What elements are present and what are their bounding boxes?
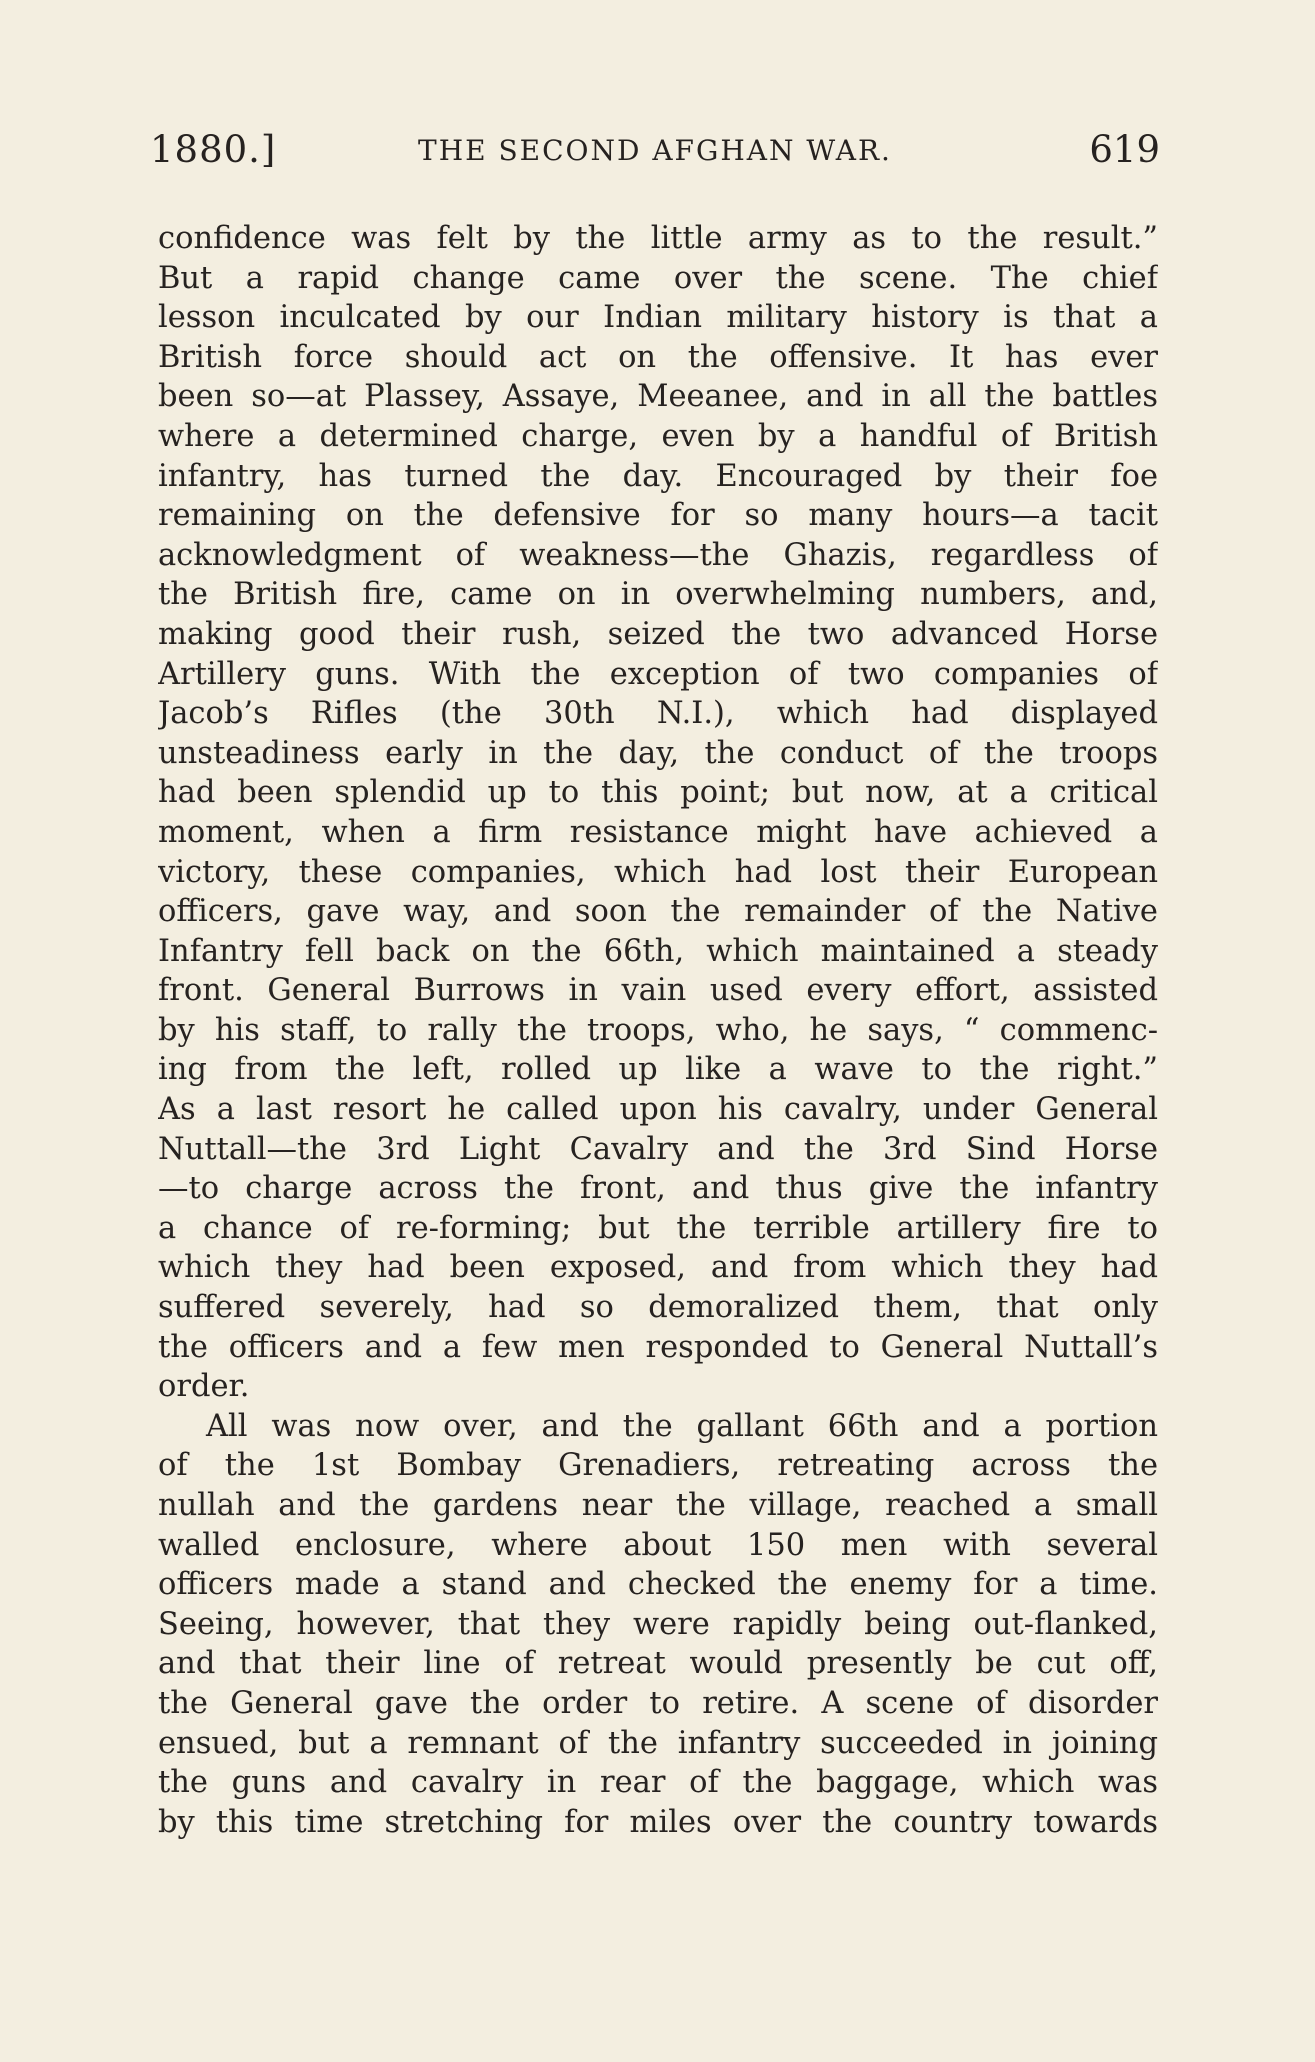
text-line: confidence was felt by the little army as to the result.”	[158, 221, 1158, 256]
text-line: ensued, but a remnant of the infantry succeeded in joining	[158, 1725, 1158, 1761]
text-line: by his staff, to rally the troops, who, he says, “ commenc-	[158, 1012, 1158, 1048]
text-line: making good their rush, seized the two advanced Horse	[158, 616, 1158, 652]
text-line: and that their line of retreat would presently be cut off,	[158, 1646, 1158, 1682]
text-line: walled enclosure, where about 150 men with several	[158, 1527, 1158, 1563]
text-line: moment, when a firm resistance might have achieved a	[158, 814, 1158, 850]
text-line: nullah and the gardens near the village, reached a small	[158, 1488, 1158, 1523]
text-line: Infantry fell back on the 66th, which maintained a steady	[158, 933, 1158, 969]
body-text	[158, 219, 1158, 1842]
text-line: the guns and cavalry in rear of the baggage, which was	[158, 1765, 1158, 1801]
text-line: front. General Burrows in vain used every effort, assisted	[158, 973, 1158, 1009]
text-line: lesson inculcated by our Indian military history is that a	[158, 300, 1158, 336]
text-line: ing from the left, rolled up like a wave to the right.”	[158, 1052, 1158, 1088]
text-line: But a rapid change came over the scene. The chief	[158, 260, 1158, 296]
text-line: the General gave the order to retire. A scene of disorder	[158, 1685, 1158, 1721]
text-line: a chance of re-forming; but the terrible artillery fire to	[158, 1210, 1158, 1246]
text-line: acknowledgment of weakness—the Ghazis, regardless of	[158, 537, 1158, 573]
text-line: suffered severely, had so demoralized them, that only	[158, 1290, 1158, 1326]
text-line: of the 1st Bombay Grenadiers, retreating across the	[158, 1448, 1158, 1484]
text-line: Nuttall—the 3rd Light Cavalry and the 3rd Sind Horse	[158, 1131, 1158, 1167]
text-line: remaining on the defensive for so many hours—a tacit	[158, 498, 1158, 534]
text-line: by this time stretching for miles over the country towards	[158, 1804, 1158, 1840]
text-line: been so—at Plassey, Assaye, Meeanee, and in all the battles	[158, 379, 1158, 415]
paragraph-end-line: order.	[158, 1369, 250, 1405]
text-line: the British fire, came on in overwhelming numbers, and,	[158, 577, 1158, 613]
text-line: Jacob’s Rifles (the 30th N.I.), which had displayed	[158, 696, 1158, 732]
header-year: 1880.]	[150, 128, 277, 171]
page-number: 619	[1089, 128, 1160, 171]
text-line: had been splendid up to this point; but now, at a critical	[158, 775, 1158, 811]
text-line: officers, gave way, and soon the remainder of the Native	[158, 894, 1158, 930]
text-line: —to charge across the front, and thus give the infantry	[158, 1171, 1158, 1207]
running-header	[150, 128, 1160, 188]
text-line: officers made a stand and checked the enemy for a time.	[158, 1567, 1158, 1603]
text-line: where a determined charge, even by a handful of British	[158, 418, 1158, 454]
text-line: victory, these companies, which had lost their European	[158, 854, 1158, 890]
text-line: infantry, has turned the day. Encouraged by their foe	[158, 458, 1158, 494]
text-line: the officers and a few men responded to General Nuttall’s	[158, 1329, 1158, 1365]
text-line: which they had been exposed, and from which they had	[158, 1250, 1158, 1286]
text-line: British force should act on the offensive. It has ever	[158, 339, 1158, 375]
header-title: THE SECOND AFGHAN WAR.	[418, 134, 892, 167]
paragraph-start-line: All was now over, and the gallant 66th and a portion	[206, 1408, 1158, 1444]
text-line: Seeing, however, that they were rapidly being out-flanked,	[158, 1606, 1158, 1642]
text-line: Artillery guns. With the exception of two companies of	[158, 656, 1158, 692]
text-line: As a last resort he called upon his cavalry, under General	[158, 1092, 1158, 1128]
text-line: unsteadiness early in the day, the conduct of the troops	[158, 735, 1158, 771]
